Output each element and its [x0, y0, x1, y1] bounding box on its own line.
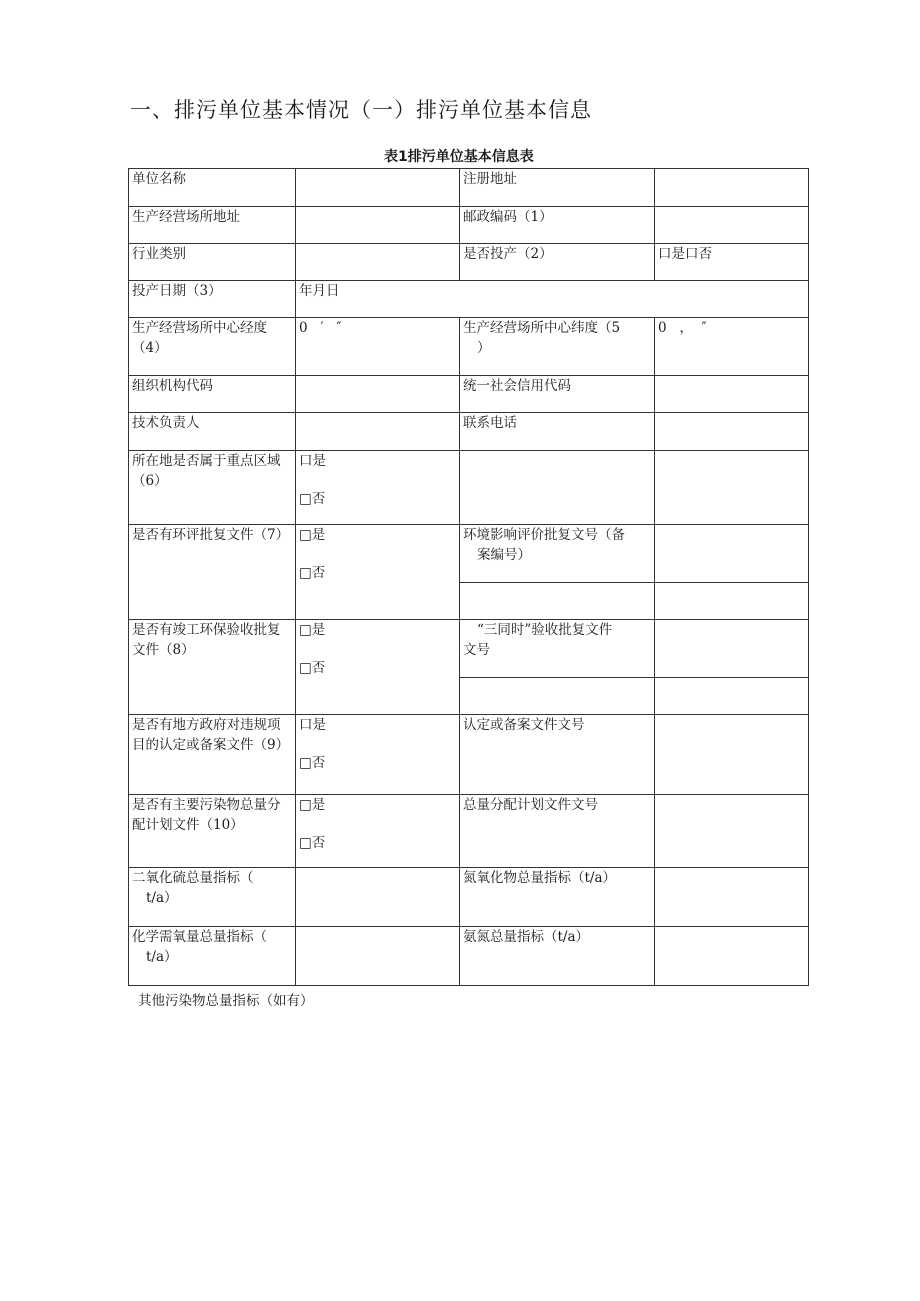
table-row [129, 318, 809, 376]
org-code-value[interactable] [296, 376, 460, 413]
label-eia-doc [460, 525, 655, 583]
label-org-code: 组织机构代码 [129, 376, 296, 413]
acceptance-extra-blank [460, 678, 655, 715]
three-simultaneous-value[interactable] [655, 620, 809, 678]
table-row [129, 620, 809, 678]
postcode-value[interactable] [655, 207, 809, 244]
label-reg-address: 注册地址 [460, 169, 655, 207]
label-latitude-line2: ） [477, 340, 491, 356]
phone-value[interactable] [655, 413, 809, 451]
total-plan-yes-checkbox[interactable]: □是 [299, 797, 326, 813]
label-in-production: 是否投产（2） [460, 244, 655, 281]
site-address-value[interactable] [296, 207, 460, 244]
eia-extra-value[interactable] [655, 583, 809, 620]
label-gov-document: 是否有地方政府对违规项目的认定或备案文件（9） [129, 715, 296, 795]
label-acceptance: 是否有竣工环保验收批复文件（8） [129, 620, 296, 715]
label-cod-line2: t/a） [146, 949, 178, 965]
label-industry: 行业类别 [129, 244, 296, 281]
label-key-region: 所在地是否属于重点区域（6） [129, 451, 296, 525]
eia-extra-blank [460, 583, 655, 620]
label-total-plan-doc: 总量分配计划文件文号 [460, 795, 655, 868]
key-region-yes-checkbox[interactable]: 口是 [299, 453, 326, 469]
table-row [129, 451, 809, 525]
industry-value[interactable] [296, 244, 460, 281]
label-site-address: 生产经营场所地址 [129, 207, 296, 244]
eia-yes-checkbox[interactable]: □是 [299, 527, 326, 543]
acceptance-extra-value[interactable] [655, 678, 809, 715]
table-caption: 表1排污单位基本信息表 [384, 149, 534, 165]
in-production-options[interactable]: 口是口否 [655, 244, 809, 281]
gov-yes-checkbox[interactable]: 口是 [299, 717, 326, 733]
key-region-blank [460, 451, 655, 525]
table-row [129, 795, 809, 868]
total-plan-options [296, 795, 460, 868]
eia-no-checkbox[interactable]: □否 [299, 565, 326, 581]
unit-info-table [128, 168, 809, 986]
label-nox-quota: 氮氧化物总量指标（t/a） [460, 868, 655, 927]
unit-name-value[interactable] [296, 169, 460, 207]
label-nh3-quota: 氨氮总量指标（t/a） [460, 927, 655, 986]
key-region-options [296, 451, 460, 525]
label-longitude: 生产经营场所中心经度（4） [129, 318, 296, 376]
acceptance-options [296, 620, 460, 715]
key-region-no-checkbox[interactable]: □否 [299, 491, 326, 507]
other-pollutant-note: 其他污染物总量指标（如有） [138, 993, 314, 1009]
production-date-value[interactable]: 年月日 [296, 281, 809, 318]
label-cod-quota [129, 927, 296, 986]
reg-address-value[interactable] [655, 169, 809, 207]
label-three-simultaneous-line1: “三同时”验收批复文件 [477, 622, 613, 638]
label-eia-doc-line2: 案编号） [477, 547, 531, 563]
so2-quota-value[interactable] [296, 868, 460, 927]
cod-quota-value[interactable] [296, 927, 460, 986]
eia-options [296, 525, 460, 620]
label-so2-quota [129, 868, 296, 927]
latitude-value[interactable]: 0 ， ″ [655, 318, 809, 376]
label-phone: 联系电话 [460, 413, 655, 451]
label-eia-doc-line1: 环境影响评价批复文号（备 [463, 527, 625, 543]
label-cod-line1: 化学需氧量总量指标（ [132, 929, 267, 945]
nox-quota-value[interactable] [655, 868, 809, 927]
total-plan-doc-value[interactable] [655, 795, 809, 868]
label-credit-code: 统一社会信用代码 [460, 376, 655, 413]
label-three-simultaneous [460, 620, 655, 678]
table-row [129, 281, 809, 318]
key-region-blank-value [655, 451, 809, 525]
table-row [129, 169, 809, 207]
acceptance-yes-checkbox[interactable]: □是 [299, 622, 326, 638]
gov-doc-value[interactable] [655, 715, 809, 795]
gov-no-checkbox[interactable]: □否 [299, 755, 326, 771]
label-postcode: 邮政编码（1） [460, 207, 655, 244]
label-total-plan: 是否有主要污染物总量分配计划文件（10） [129, 795, 296, 868]
acceptance-no-checkbox[interactable]: □否 [299, 660, 326, 676]
table-row [129, 413, 809, 451]
tech-lead-value[interactable] [296, 413, 460, 451]
label-gov-doc-number: 认定或备案文件文号 [460, 715, 655, 795]
label-production-date: 投产日期（3） [129, 281, 296, 318]
label-unit-name: 单位名称 [129, 169, 296, 207]
credit-code-value[interactable] [655, 376, 809, 413]
label-three-simultaneous-line2: 文号 [463, 642, 490, 658]
label-so2-line1: 二氧化硫总量指标（ [132, 870, 254, 886]
table-row [129, 376, 809, 413]
table-row [129, 715, 809, 795]
eia-doc-value[interactable] [655, 525, 809, 583]
table-row [129, 244, 809, 281]
table-row [129, 868, 809, 927]
gov-options [296, 715, 460, 795]
total-plan-no-checkbox[interactable]: □否 [299, 835, 326, 851]
label-latitude [460, 318, 655, 376]
label-tech-lead: 技术负责人 [129, 413, 296, 451]
table-row [129, 207, 809, 244]
label-latitude-line1: 生产经营场所中心纬度（5 [463, 320, 621, 336]
label-so2-line2: t/a） [146, 890, 178, 906]
nh3-quota-value[interactable] [655, 927, 809, 986]
longitude-value[interactable]: 0 ′ ″ [296, 318, 460, 376]
table-row [129, 525, 809, 583]
table-row [129, 927, 809, 986]
label-eia: 是否有环评批复文件（7） [129, 525, 296, 620]
section-heading: 一、排污单位基本情况（一）排污单位基本信息 [130, 98, 592, 122]
